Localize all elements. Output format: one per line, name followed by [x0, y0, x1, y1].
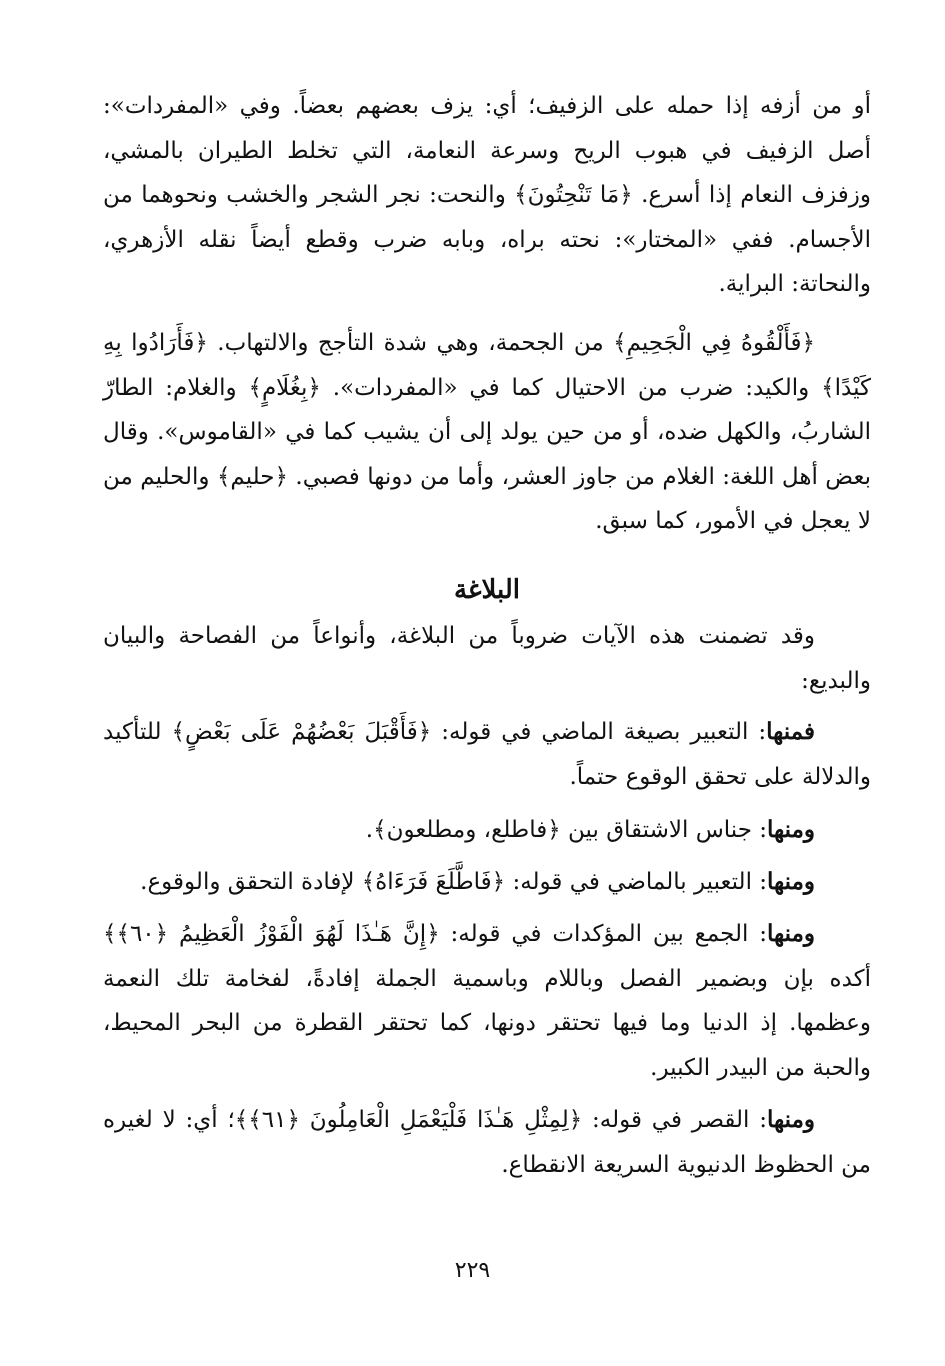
paragraph-point-4 — [103, 912, 871, 1090]
paragraph-point-5 — [103, 1098, 871, 1188]
point-lead-word: ومنها — [767, 816, 815, 843]
paragraph-point-1 — [103, 710, 871, 800]
point-text: : التعبير بصيغة الماضي في قوله: ﴿فَأَقْبَلَ بَعْضُهُمْ عَلَى بَعْضٍ﴾ للتأكيد والدلالة على تحقق الوقوع حتماً. — [103, 719, 871, 790]
point-lead-word: ومنها — [767, 1106, 815, 1133]
page-number: ٢٢٩ — [454, 1258, 491, 1283]
paragraph-balagha-intro-text: وقد تضمنت هذه الآيات ضروباً من البلاغة، وأنواعاً من الفصاحة والبيان والبديع: — [103, 623, 871, 694]
paragraph-point-3 — [103, 860, 871, 904]
paragraph-vocabulary-1: أو من أزفه إذا حمله على الزفيف؛ أي: يزف بعضهم بعضاً. وفي «المفردات»: أصل الزفيف في هبوب الريح وسرعة النعامة، التي تخلط الطيران بالمشي، وزفزف النعام إذا أسرع. ﴿مَا تَنْحِتُونَ﴾ والنحت: نجر الشجر والخشب ونحوهما من الأجسام. ففي «المختار»: نحته براه، وبابه ضرب وقطع أيضاً نقله الأزهري، والنحاتة: البراية. — [103, 93, 871, 297]
section-heading-balagha: البلاغة — [453, 575, 521, 605]
point-text: : الجمع بين المؤكدات في قوله: ﴿إِنَّ هَـٰذَا لَهُوَ الْفَوْزُ الْعَظِيمُ ﴿٦٠﴾﴾ أكده بإن وبضمير الفصل وباللام وباسمية الجملة إفادةً، لفخامة تلك النعمة وعظمها. إذ الدنيا وما فيها تحتقر دونها، كما تحتقر القطرة من البحر المحيط، والحبة من البيدر الكبير. — [103, 921, 871, 1081]
point-text: : جناس الاشتقاق بين ﴿فاطلع، ومطلعون﴾. — [365, 817, 768, 843]
paragraph-vocabulary-2 — [103, 321, 871, 546]
point-lead-word: فمنها — [766, 718, 815, 745]
paragraph-balagha-intro — [103, 614, 871, 704]
point-lead-word: ومنها — [767, 920, 815, 947]
point-lead-word: ومنها — [767, 868, 815, 895]
paragraph-point-2 — [103, 808, 871, 852]
paragraph-vocabulary-2-text: ﴿فَأَلْقُوهُ فِي الْجَحِيمِ﴾ من الجحمة، وهي شدة التأجج والالتهاب. ﴿فَأَرَادُوا بِهِ كَيْدًا﴾ والكيد: ضرب من الاحتيال كما في «المفردات». ﴿بِغُلَامٍ﴾ والغلام: الطارّ الشاربُ، والكهل ضده، أو من حين يولد إلى أن يشيب كما في «القاموس». وقال بعض أهل اللغة: الغلام من جاوز العشر، وأما من دونها فصبي. ﴿حليم﴾ والحليم من لا يعجل في الأمور، كما سبق. — [103, 330, 871, 534]
point-text: : القصر في قوله: ﴿لِمِثْلِ هَـٰذَا فَلْيَعْمَلِ الْعَامِلُونَ ﴿٦١﴾﴾؛ أي: لا لغيره من الحظوظ الدنيوية السريعة الانقطاع. — [103, 1107, 871, 1178]
point-text: : التعبير بالماضي في قوله: ﴿فَاطَّلَعَ فَرَءَاهُ﴾ لإفادة التحقق والوقوع. — [140, 869, 768, 895]
page-body — [103, 84, 871, 1188]
